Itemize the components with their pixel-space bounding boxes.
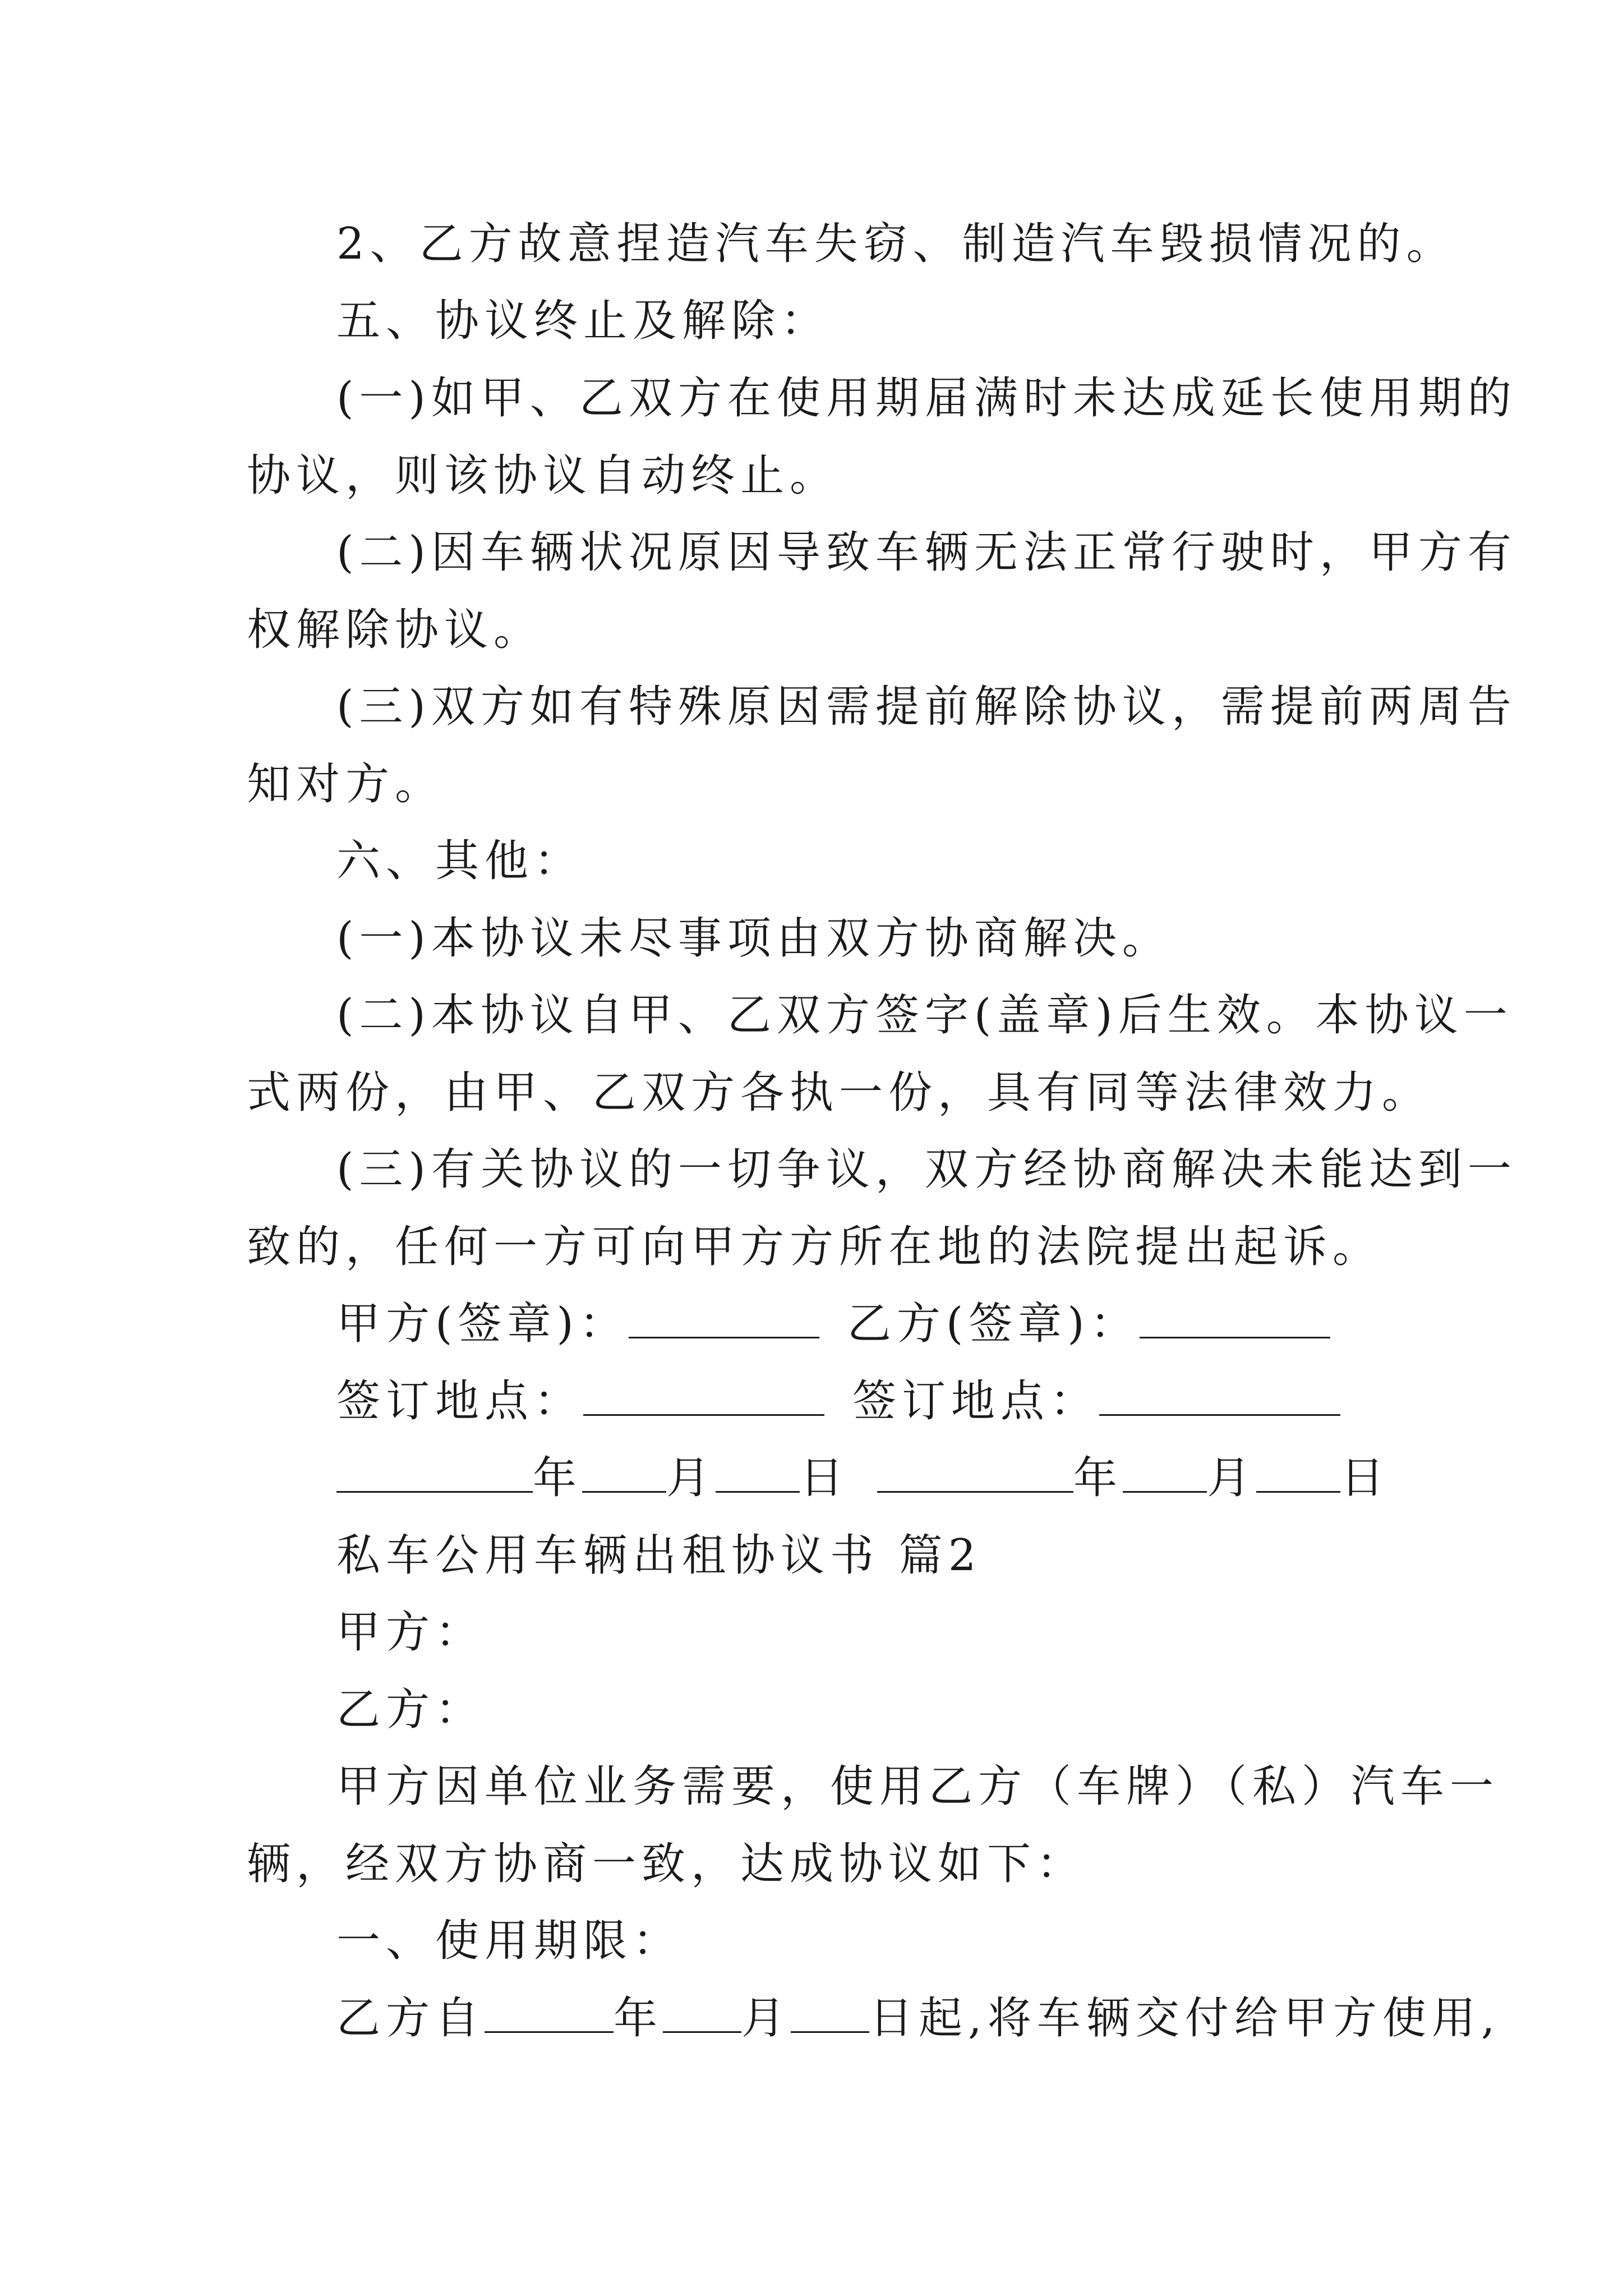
year-b-label: 年 bbox=[1073, 1453, 1123, 1503]
sec1-prefix: 乙方自 bbox=[336, 1993, 485, 2044]
section-6-para-3-line-2: 致的，任何一方可向甲方方所在地的法院提出起诉。 bbox=[247, 1222, 1382, 1272]
item-2: 2、乙方故意捏造汽车失窃、制造汽车毁损情况的。 bbox=[336, 219, 1456, 269]
day-a-blank bbox=[716, 1452, 800, 1493]
part-2-party-a: 甲方： bbox=[336, 1607, 485, 1658]
party-a-sign-label: 甲方(签章)： bbox=[336, 1299, 629, 1349]
part-2-title: 私车公用车辆出租协议书 篇2 bbox=[336, 1530, 982, 1581]
party-b-sign-label: 乙方(签章)： bbox=[847, 1299, 1140, 1349]
month-b-label: 月 bbox=[1207, 1453, 1257, 1503]
month-a-blank bbox=[582, 1452, 666, 1493]
party-a-sign-blank bbox=[629, 1297, 819, 1338]
part-2-party-b: 乙方： bbox=[336, 1685, 485, 1735]
place-row bbox=[336, 1373, 1391, 1429]
section-6-para-1: (一)本协议未尽事项由双方协商解决。 bbox=[336, 913, 1172, 964]
section-5-para-3-line-2: 知对方。 bbox=[247, 759, 445, 809]
section-6-para-2-line-2: 式两份，由甲、乙双方各执一份，具有同等法律效力。 bbox=[247, 1068, 1432, 1118]
section-5-para-2-line-1: (二)因车辆状况原因导致车辆无法正常行驶时，甲方有 bbox=[336, 527, 1517, 578]
part-2-section-1-line bbox=[336, 1990, 1501, 2046]
section-5-para-1-line-1: (一)如甲、乙双方在使用期届满时未达成延长使用期的 bbox=[336, 373, 1517, 424]
month-b-blank bbox=[1123, 1452, 1207, 1493]
part-2-intro-line-2: 辆，经双方协商一致，达成协议如下： bbox=[247, 1839, 1086, 1889]
section-5-para-1-line-2: 协议，则该协议自动终止。 bbox=[247, 450, 840, 501]
place-a-blank bbox=[583, 1375, 824, 1416]
part-2-section-1-title: 一、使用期限： bbox=[336, 1916, 683, 1966]
party-b-sign-blank bbox=[1140, 1297, 1330, 1338]
year-a-blank bbox=[336, 1452, 533, 1493]
day-a-label: 日 bbox=[800, 1453, 850, 1503]
day-b-label: 日 bbox=[1340, 1453, 1390, 1503]
place-a-label: 签订地点： bbox=[336, 1376, 584, 1427]
section-5-para-2-line-2: 权解除协议。 bbox=[247, 605, 543, 655]
year-b-blank bbox=[877, 1452, 1073, 1493]
sec1-day-blank bbox=[791, 1992, 869, 2033]
sec1-suffix: 日起,将车辆交付给甲方使用, bbox=[869, 1993, 1501, 2044]
signature-row bbox=[336, 1296, 1391, 1352]
sec1-year-label: 年 bbox=[614, 1993, 663, 2044]
month-a-label: 月 bbox=[666, 1453, 716, 1503]
sec1-year-blank bbox=[485, 1992, 614, 2033]
sec1-month-label: 月 bbox=[741, 1993, 791, 2044]
date-row bbox=[336, 1450, 1391, 1506]
section-6-para-2-line-1: (二)本协议自甲、乙双方签字(盖章)后生效。本协议一 bbox=[336, 990, 1513, 1041]
part-2-intro-line-1: 甲方因单位业务需要，使用乙方（车牌）（私）汽车一 bbox=[336, 1761, 1500, 1812]
day-b-blank bbox=[1256, 1452, 1340, 1493]
place-b-label: 签订地点： bbox=[852, 1376, 1100, 1427]
place-b-blank bbox=[1099, 1375, 1340, 1416]
sec1-month-blank bbox=[663, 1992, 741, 2033]
section-6-para-3-line-1: (三)有关协议的一切争议，双方经协商解决未能达到一 bbox=[336, 1144, 1517, 1195]
year-a-label: 年 bbox=[533, 1453, 583, 1503]
section-6-title: 六、其他： bbox=[336, 836, 584, 886]
section-5-title: 五、协议终止及解除： bbox=[336, 296, 831, 346]
section-5-para-3-line-1: (三)双方如有特殊原因需提前解除协议，需提前两周告 bbox=[336, 682, 1517, 732]
